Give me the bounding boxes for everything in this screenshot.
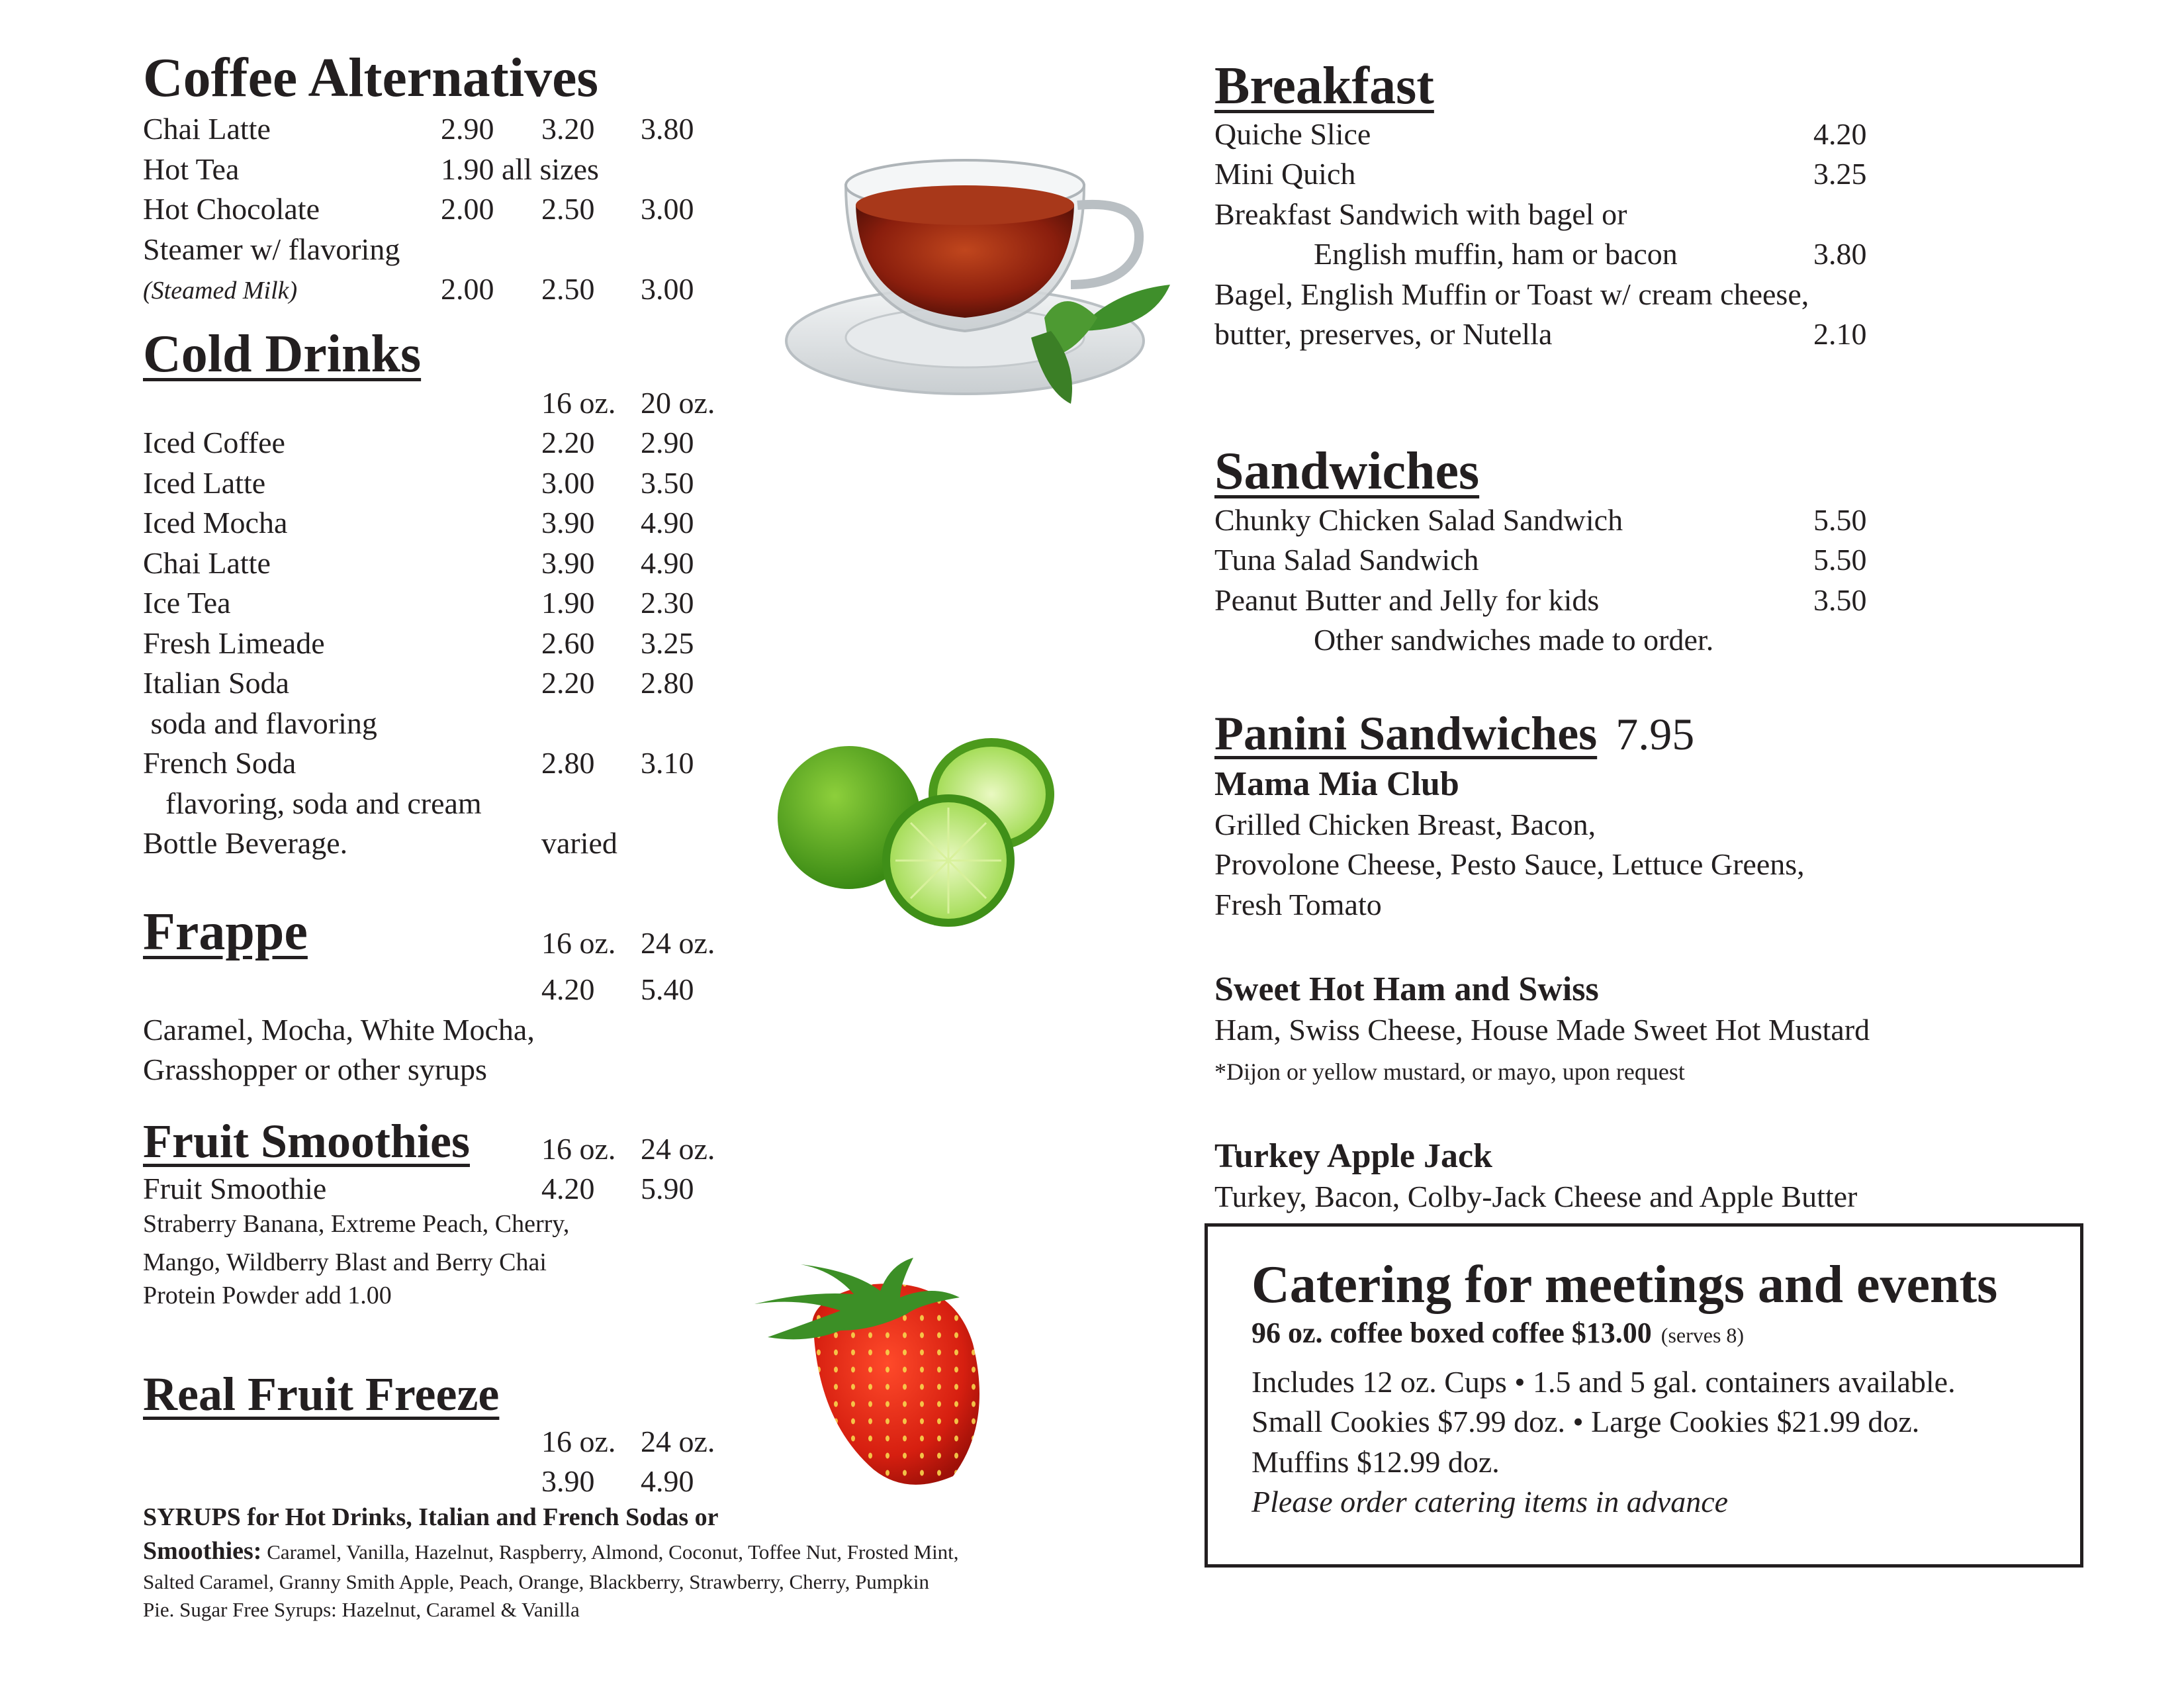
item-note: (Steamed Milk)	[143, 277, 298, 305]
strawberry-image	[741, 1258, 1019, 1496]
item-price: 2.00	[441, 272, 494, 306]
tea-cup-image	[766, 119, 1177, 410]
item-price: 3.50	[1813, 583, 1867, 617]
catering-line: Muffins $12.99 doz.	[1251, 1445, 1500, 1479]
catering-note: Please order catering items in advance	[1251, 1485, 1729, 1519]
item-price: 4.90	[641, 546, 694, 580]
item-price: 3.80	[1813, 237, 1867, 271]
item-price: 4.20	[541, 972, 595, 1006]
syrups-label: Smoothies:	[143, 1537, 262, 1565]
coffee-alternatives-heading: Coffee Alternatives	[143, 47, 599, 109]
item-name: Italian Soda	[143, 666, 289, 700]
item-price: 3.25	[641, 626, 694, 660]
item-price: 2.90	[641, 426, 694, 459]
item-price: 3.90	[541, 506, 595, 539]
breakfast-heading: Breakfast	[1214, 57, 1434, 115]
protein-note: Protein Powder add 1.00	[143, 1282, 392, 1309]
panini-item-desc: Turkey, Bacon, Colby-Jack Cheese and Apple Butter	[1214, 1180, 1858, 1213]
panini-item-desc: Provolone Cheese, Pesto Sauce, Lettuce Greens,	[1214, 847, 1805, 881]
panini-heading-row	[1214, 708, 1694, 761]
item-price: 4.20	[1813, 117, 1867, 151]
cold-drinks-heading: Cold Drinks	[143, 325, 422, 383]
item-price: 2.30	[641, 586, 694, 620]
catering-coffee: 96 oz. coffee boxed coffee $13.00	[1251, 1317, 1652, 1349]
item-name: Chai Latte	[143, 112, 271, 146]
item-price: 4.90	[641, 506, 694, 539]
item-price: 2.60	[541, 626, 595, 660]
item-name: Fruit Smoothie	[143, 1172, 327, 1205]
item-price: 5.40	[641, 972, 694, 1006]
item-price: 4.20	[541, 1172, 595, 1205]
item-name: Bottle Beverage.	[143, 826, 348, 860]
item-name: Steamer w/ flavoring	[143, 232, 400, 266]
item-price: 2.50	[541, 272, 595, 306]
item-price: 3.50	[641, 466, 694, 500]
item-name: Ice Tea	[143, 586, 231, 620]
syrups-list	[143, 1534, 964, 1624]
real-fruit-freeze-heading: Real Fruit Freeze	[143, 1368, 500, 1421]
size-label: 20 oz.	[641, 386, 715, 420]
item-price: 3.90	[541, 546, 595, 580]
item-name: Bagel, English Muffin or Toast w/ cream cheese,	[1214, 277, 1809, 311]
item-price: 2.10	[1813, 317, 1867, 351]
item-price: 2.20	[541, 426, 595, 459]
item-price: 3.80	[641, 112, 694, 146]
item-name: English muffin, ham or bacon	[1314, 237, 1678, 271]
item-name: Chai Latte	[143, 546, 271, 580]
frappe-description: Grasshopper or other syrups	[143, 1053, 487, 1086]
size-label: 16 oz.	[541, 386, 616, 420]
item-price: 1.90 all sizes	[441, 152, 599, 186]
item-name: Hot Chocolate	[143, 192, 320, 226]
item-price: 3.10	[641, 746, 694, 780]
item-price: 3.90	[541, 1464, 595, 1498]
panini-item-title: Sweet Hot Ham and Swiss	[1214, 970, 1599, 1008]
size-label: 24 oz.	[641, 1132, 715, 1166]
size-label: 16 oz.	[541, 1425, 616, 1458]
panini-item-title: Turkey Apple Jack	[1214, 1137, 1492, 1175]
frappe-heading: Frappe	[143, 903, 308, 961]
catering-line: Small Cookies $7.99 doz. • Large Cookies $21.99 doz.	[1251, 1405, 1920, 1438]
panini-price: 7.95	[1615, 709, 1695, 759]
smoothie-flavors: Mango, Wildberry Blast and Berry Chai	[143, 1248, 547, 1276]
panini-item-desc: Grilled Chicken Breast, Bacon,	[1214, 808, 1596, 841]
fruit-smoothies-heading: Fruit Smoothies	[143, 1115, 470, 1168]
item-name: Fresh Limeade	[143, 626, 325, 660]
lime-image	[773, 735, 1064, 927]
catering-line: Includes 12 oz. Cups • 1.5 and 5 gal. containers available.	[1251, 1365, 1956, 1399]
panini-item-desc: Fresh Tomato	[1214, 888, 1382, 921]
item-name: French Soda	[143, 746, 296, 780]
smoothie-flavors: Straberry Banana, Extreme Peach, Cherry,	[143, 1210, 570, 1238]
size-label: 16 oz.	[541, 1132, 616, 1166]
panini-item-note: *Dijon or yellow mustard, or mayo, upon request	[1214, 1058, 1685, 1085]
item-price: 3.25	[1813, 157, 1867, 191]
item-price: 5.90	[641, 1172, 694, 1205]
item-price: 2.80	[541, 746, 595, 780]
catering-heading: Catering for meetings and events	[1251, 1256, 1998, 1314]
item-name: Mini Quich	[1214, 157, 1356, 191]
item-price: 3.00	[541, 466, 595, 500]
size-label: 16 oz.	[541, 926, 616, 960]
item-note: soda and flavoring	[143, 706, 377, 740]
syrups-flavors: Caramel, Vanilla, Hazelnut, Raspberry, Almond, Coconut, Toffee Nut, Frosted Mint, Salted Caramel, Granny Smith Apple, Peach, Orange, Blackberry, Strawberry, Cherry, Pumpkin Pie. Sugar Free Syrups: Hazelnut, Caramel & Vanilla	[143, 1540, 959, 1622]
sandwiches-heading: Sandwiches	[1214, 442, 1480, 500]
item-name: Peanut Butter and Jelly for kids	[1214, 583, 1600, 617]
item-price: 2.80	[641, 666, 694, 700]
catering-coffee-row	[1251, 1316, 1744, 1350]
item-price: 5.50	[1813, 503, 1867, 537]
item-price: 4.90	[641, 1464, 694, 1498]
item-price: varied	[541, 826, 617, 860]
item-name: Iced Mocha	[143, 506, 288, 539]
item-name: Iced Coffee	[143, 426, 285, 459]
catering-serves: (serves 8)	[1661, 1323, 1745, 1347]
item-price: 3.20	[541, 112, 595, 146]
size-label: 24 oz.	[641, 926, 715, 960]
item-name: butter, preserves, or Nutella	[1214, 317, 1553, 351]
item-name: Iced Latte	[143, 466, 266, 500]
sandwiches-note: Other sandwiches made to order.	[1314, 623, 1714, 657]
syrups-heading: SYRUPS for Hot Drinks, Italian and French Sodas or	[143, 1503, 719, 1531]
item-name: Hot Tea	[143, 152, 240, 186]
item-price: 2.00	[441, 192, 494, 226]
panini-heading: Panini Sandwiches	[1214, 707, 1598, 760]
item-price: 2.20	[541, 666, 595, 700]
frappe-description: Caramel, Mocha, White Mocha,	[143, 1013, 535, 1047]
item-name: Tuna Salad Sandwich	[1214, 543, 1479, 577]
item-name: Breakfast Sandwich with bagel or	[1214, 197, 1627, 231]
panini-item-desc: Ham, Swiss Cheese, House Made Sweet Hot Mustard	[1214, 1013, 1870, 1047]
item-note: flavoring, soda and cream	[165, 786, 482, 820]
item-price: 3.00	[641, 192, 694, 226]
item-name: Chunky Chicken Salad Sandwich	[1214, 503, 1623, 537]
panini-item-title: Mama Mia Club	[1214, 765, 1459, 803]
size-label: 24 oz.	[641, 1425, 715, 1458]
item-price: 1.90	[541, 586, 595, 620]
item-price: 5.50	[1813, 543, 1867, 577]
item-name: Quiche Slice	[1214, 117, 1371, 151]
item-price: 2.90	[441, 112, 494, 146]
catering-box	[1205, 1223, 2083, 1568]
item-price: 3.00	[641, 272, 694, 306]
item-price: 2.50	[541, 192, 595, 226]
